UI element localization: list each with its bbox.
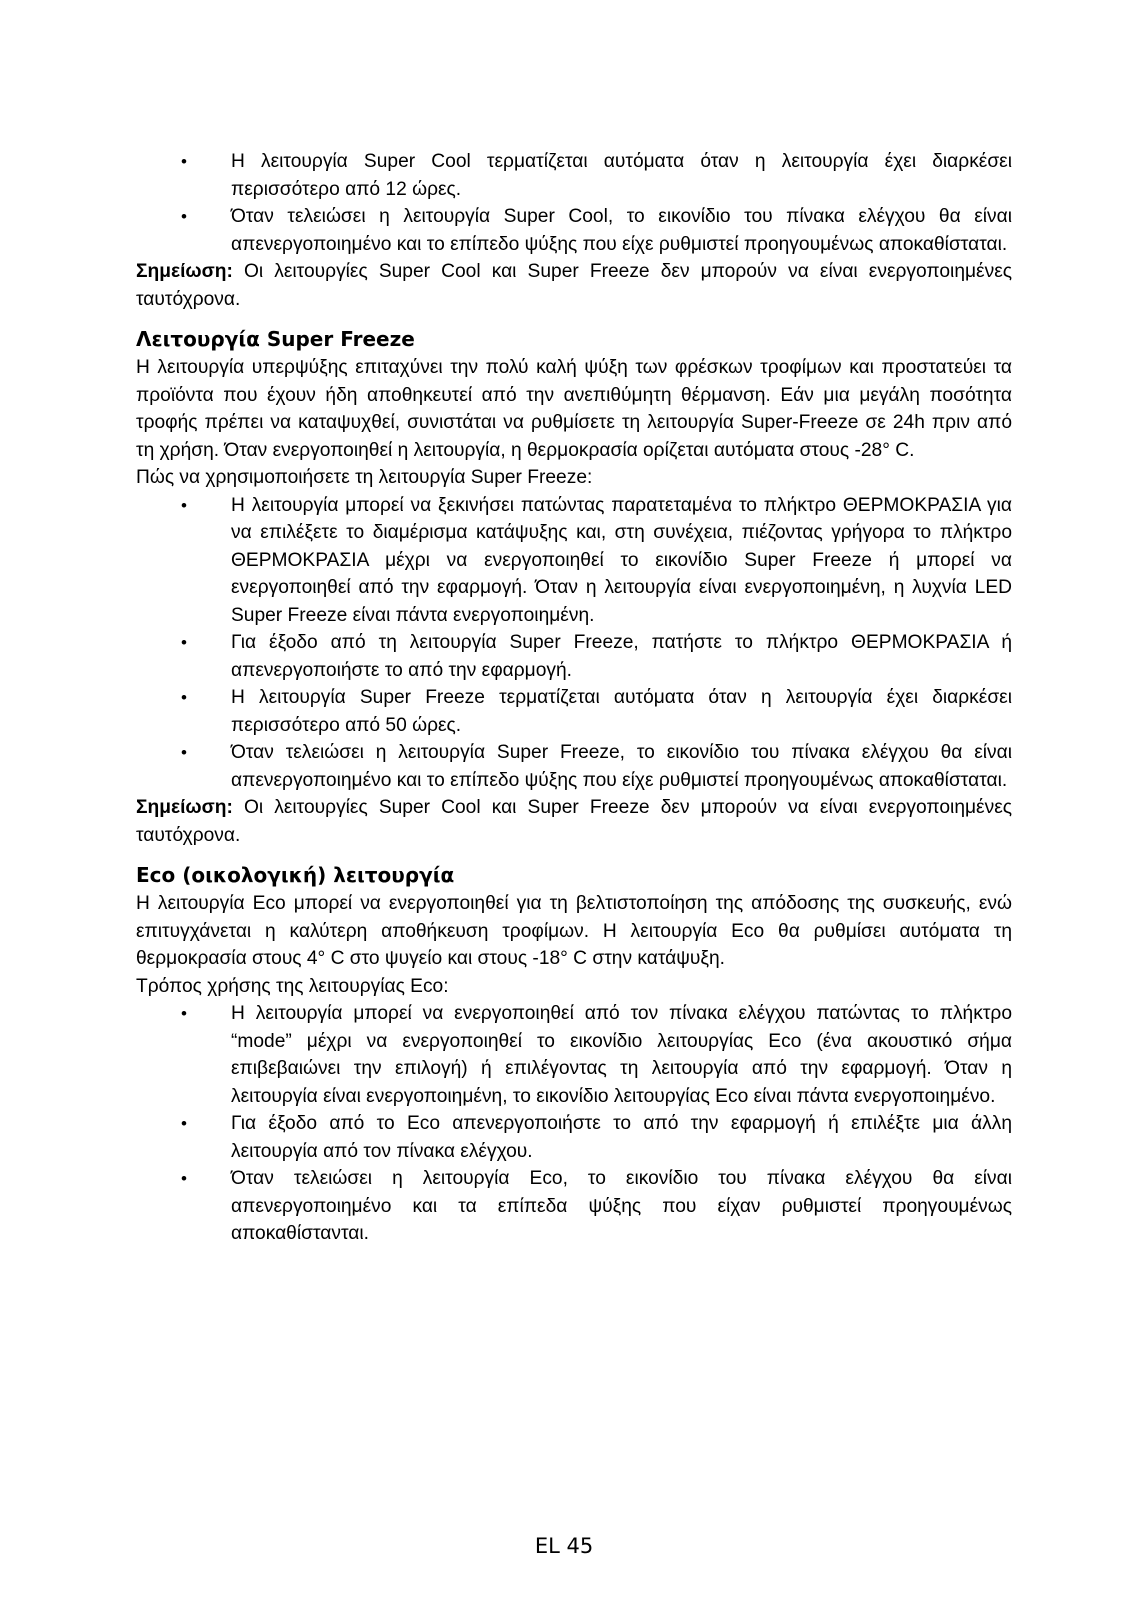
note-label: Σημείωση:	[136, 797, 233, 818]
super-freeze-description: Η λειτουργία υπερψύξης επιταχύνει την πολύ καλή ψύξη των φρέσκων τροφίμων και προστατεύει τα προϊόντα που έχουν ήδη αποθηκευτεί από την ανεπιθύμητη θέρμανση. Εάν μια μεγάλη ποσότητα τροφής πρέπει να καταψυχθεί, συνιστάται να ρυθμίσετε τη λειτουργία Super-Freeze σε 24h πριν από τη χρήση. Όταν ενεργοποιηθεί η λειτουργία, η θερμοκρασία ορίζεται αυτόματα στους -28° C.	[136, 357, 1012, 461]
page-number: EL 45	[534, 1534, 594, 1558]
list-item-text: Η λειτουργία μπορεί να ενεργοποιηθεί από τον πίνακα ελέγχου πατώντας το πλήκτρο “mode” μέχρι να ενεργοποιηθεί το εικονίδιο λειτουργίας Eco (ένα ακουστικό σήμα επιβεβαιώνει την επιλογή) ή επιλέγοντας τη λειτουργία από την εφαρμογή. Όταν η λειτουργία είναι ενεργοποιημένη, το εικονίδιο λειτουργίας Eco είναι πάντα ενεργοποιημένο.	[231, 1003, 1012, 1107]
bullet-icon: •	[181, 633, 187, 652]
list-item-text: Για έξοδο από τη λειτουργία Super Freeze, πατήστε το πλήκτρο ΘΕΡΜΟΚΡΑΣΙΑ ή απενεργοποιήστε το από την εφαρμογή.	[231, 632, 1012, 681]
eco-heading: Eco (οικολογική) λειτουργία	[136, 863, 455, 887]
bullet-icon: •	[181, 1169, 187, 1188]
note-paragraph	[136, 794, 1012, 849]
super-cool-bullet-list	[136, 148, 1012, 258]
super-freeze-bullet-list	[136, 492, 1012, 795]
list-item	[136, 1165, 1012, 1248]
page-content	[136, 148, 1012, 1248]
bullet-icon: •	[181, 207, 187, 226]
list-item	[136, 148, 1012, 203]
note-text: Οι λειτουργίες Super Cool και Super Freeze δεν μπορούν να είναι ενεργοποιημένες ταυτόχρονα.	[136, 261, 1012, 310]
list-item	[136, 684, 1012, 739]
list-item-text: Όταν τελειώσει η λειτουργία Super Freeze, το εικονίδιο του πίνακα ελέγχου θα είναι απενεργοποιημένο και το επίπεδο ψύξης που είχε ρυθμιστεί προηγουμένως αποκαθίσταται.	[231, 742, 1012, 791]
bullet-icon: •	[181, 152, 187, 171]
eco-description: Η λειτουργία Eco μπορεί να ενεργοποιηθεί για τη βελτιστοποίηση της απόδοσης της συσκευής, ενώ επιτυγχάνεται η καλύτερη αποθήκευση τροφίμων. Η λειτουργία Eco θα ρυθμίσει αυτόματα τη θερμοκρασία στους 4° C στο ψυγείο και στους -18° C στην κατάψυξη.	[136, 893, 1012, 969]
list-item	[136, 629, 1012, 684]
bullet-icon: •	[181, 1004, 187, 1023]
bullet-icon: •	[181, 688, 187, 707]
super-freeze-heading: Λειτουργία Super Freeze	[136, 327, 415, 351]
list-item-text: Η λειτουργία μπορεί να ξεκινήσει πατώντας παρατεταμένα το πλήκτρο ΘΕΡΜΟΚΡΑΣΙΑ για να επιλέξετε το διαμέρισμα κατάψυξης και, στη συνέχεια, πιέζοντας γρήγορα το πλήκτρο ΘΕΡΜΟΚΡΑΣΙΑ μέχρι να ενεργοποιηθεί το εικονίδιο Super Freeze ή μπορεί να ενεργοποιηθεί από την εφαρμογή. Όταν η λειτουργία είναι ενεργοποιημένη, η λυχνία LED Super Freeze είναι πάντα ενεργοποιημένη.	[231, 494, 1012, 626]
eco-how-to: Τρόπος χρήσης της λειτουργίας Eco:	[136, 975, 449, 997]
note-text: Οι λειτουργίες Super Cool και Super Freeze δεν μπορούν να είναι ενεργοποιημένες ταυτόχρονα.	[136, 797, 1012, 846]
list-item	[136, 492, 1012, 630]
bullet-icon: •	[181, 1114, 187, 1133]
eco-bullet-list	[136, 1000, 1012, 1248]
super-freeze-how-to: Πώς να χρησιμοποιήσετε τη λειτουργία Super Freeze:	[136, 467, 593, 488]
list-item	[136, 1000, 1012, 1110]
list-item	[136, 203, 1012, 258]
list-item-text: Για έξοδο από το Eco απενεργοποιήστε το από την εφαρμογή ή επιλέξτε μια άλλη λειτουργία από τον πίνακα ελέγχου.	[231, 1113, 1012, 1162]
list-item-text: Η λειτουργία Super Cool τερματίζεται αυτόματα όταν η λειτουργία έχει διαρκέσει περισσότερο από 12 ώρες.	[231, 151, 1012, 200]
note-label: Σημείωση:	[136, 261, 233, 282]
list-item	[136, 1110, 1012, 1165]
list-item-text: Όταν τελειώσει η λειτουργία Super Cool, το εικονίδιο του πίνακα ελέγχου θα είναι απενεργοποιημένο και το επίπεδο ψύξης που είχε ρυθμιστεί προηγουμένως αποκαθίσταται.	[231, 206, 1012, 255]
note-paragraph	[136, 258, 1012, 313]
list-item-text: Η λειτουργία Super Freeze τερματίζεται αυτόματα όταν η λειτουργία έχει διαρκέσει περισσότερο από 50 ώρες.	[231, 687, 1012, 736]
bullet-icon: •	[181, 743, 187, 762]
list-item	[136, 739, 1012, 794]
list-item-text: Όταν τελειώσει η λειτουργία Eco, το εικονίδιο του πίνακα ελέγχου θα είναι απενεργοποιημένο και τα επίπεδα ψύξης που είχαν ρυθμιστεί προηγουμένως αποκαθίστανται.	[231, 1168, 1012, 1244]
bullet-icon: •	[181, 495, 187, 515]
